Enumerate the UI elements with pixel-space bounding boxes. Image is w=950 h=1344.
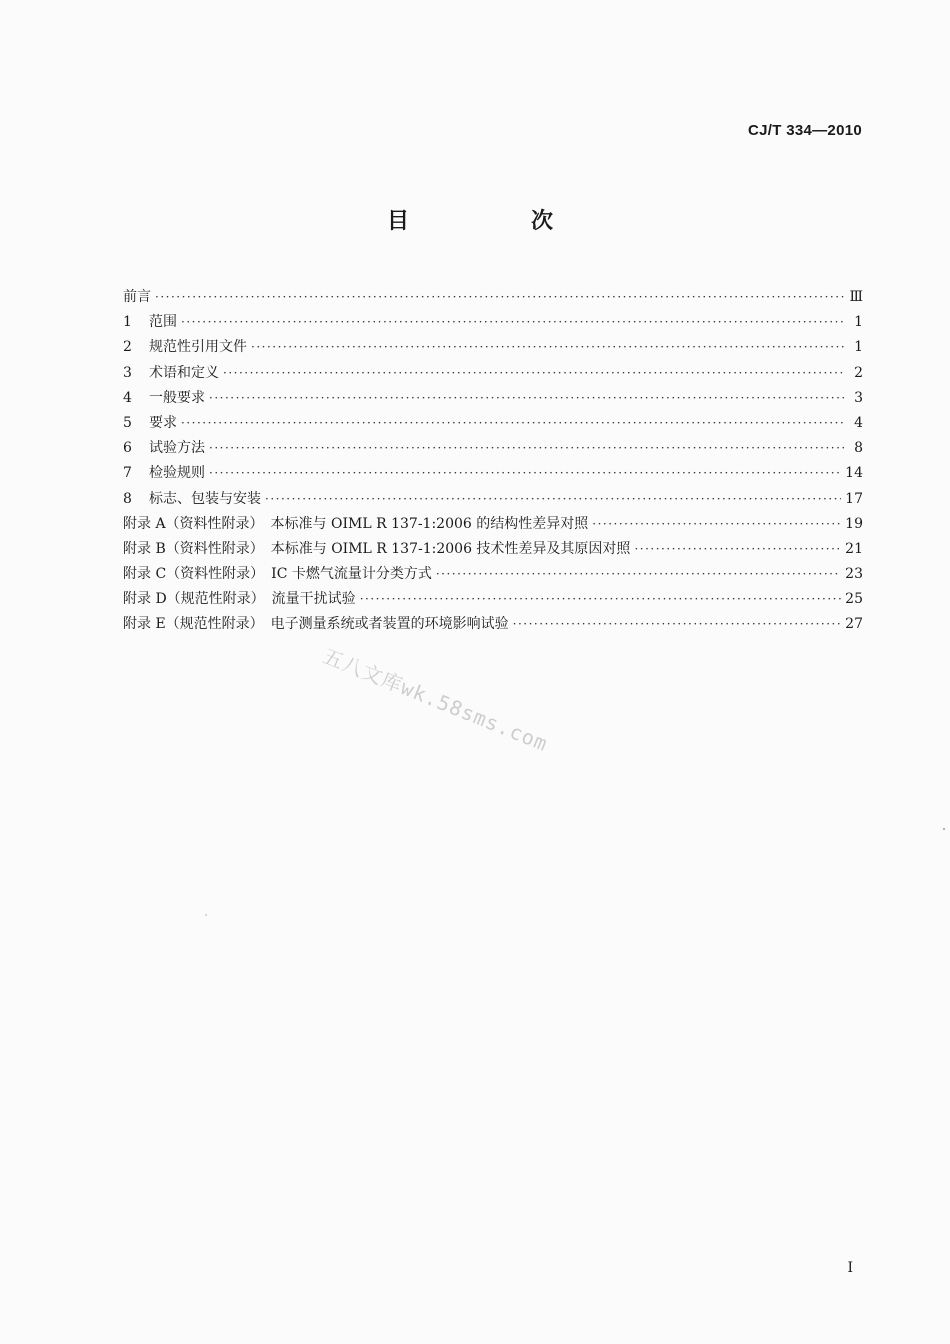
toc-entry[interactable] <box>123 335 863 360</box>
toc-dot-leader <box>251 335 845 360</box>
toc-entry-page: 1 <box>854 314 863 331</box>
toc-entry-title: 标志、包装与安装 <box>149 490 261 507</box>
toc-entry-number: 8 <box>123 490 132 507</box>
toc-entry-label <box>123 512 588 537</box>
toc-entry[interactable] <box>123 310 863 335</box>
toc-entry-title: 附录 E（规范性附录） 电子测量系统或者装置的环境影响试验 <box>123 616 509 633</box>
toc-dot-leader <box>209 461 841 486</box>
toc-entry-title: 附录 D（规范性附录） 流量干扰试验 <box>123 591 356 608</box>
toc-dot-leader <box>181 411 845 436</box>
scan-speck <box>205 914 207 916</box>
table-of-contents <box>123 285 863 638</box>
document-code: CJ/T 334—2010 <box>748 122 862 139</box>
toc-entry-title: 检验规则 <box>149 465 205 482</box>
toc-entry-title: 范围 <box>149 314 177 331</box>
toc-entry-page: Ⅲ <box>849 289 863 305</box>
toc-entry[interactable] <box>123 562 863 587</box>
toc-dot-leader <box>265 487 841 512</box>
toc-entry[interactable] <box>123 537 863 562</box>
toc-entry-page: 27 <box>845 616 863 633</box>
toc-entry[interactable] <box>123 285 863 310</box>
toc-entry-page: 21 <box>845 540 863 557</box>
page-title: 目 次 <box>386 209 603 234</box>
toc-entry[interactable] <box>123 386 863 411</box>
toc-entry-page: 3 <box>854 389 863 406</box>
toc-entry-title: 一般要求 <box>149 389 205 406</box>
toc-entry-page: 4 <box>854 414 863 431</box>
toc-entry-title: 术语和定义 <box>149 364 219 381</box>
toc-entry-title: 附录 B（资料性附录） 本标准与 OIML R 137-1:2006 技术性差异及其原因对照 <box>123 540 631 557</box>
toc-entry-label <box>123 285 151 310</box>
toc-entry-page: 25 <box>845 591 863 608</box>
toc-entry[interactable] <box>123 487 863 512</box>
toc-entry-label <box>123 335 247 360</box>
toc-entry-page: 8 <box>854 440 863 457</box>
toc-entry-number: 6 <box>123 440 132 457</box>
toc-entry-label <box>123 411 177 436</box>
toc-entry-number: 5 <box>123 414 132 431</box>
toc-entry-page: 23 <box>845 566 863 583</box>
toc-entry-number: 1 <box>123 314 132 331</box>
toc-entry-label <box>123 562 432 587</box>
toc-entry-title: 附录 A（资料性附录） 本标准与 OIML R 137-1:2006 的结构性差异对照 <box>123 515 589 532</box>
toc-entry-title: 附录 C（资料性附录） IC 卡燃气流量计分类方式 <box>123 566 432 583</box>
toc-entry-label <box>123 361 219 386</box>
toc-entry[interactable] <box>123 361 863 386</box>
toc-dot-leader <box>592 512 841 537</box>
toc-entry-number: 3 <box>123 364 132 381</box>
toc-entry[interactable] <box>123 512 863 537</box>
toc-entry[interactable] <box>123 612 863 637</box>
toc-dot-leader <box>360 587 841 612</box>
toc-entry-label <box>123 386 205 411</box>
toc-entry-number: 2 <box>123 339 132 356</box>
toc-entry-page: 17 <box>845 490 863 507</box>
toc-entry[interactable] <box>123 461 863 486</box>
toc-entry-number: 4 <box>123 389 132 406</box>
toc-entry-label <box>123 487 261 512</box>
toc-entry-label <box>123 436 205 461</box>
toc-entry-label <box>123 537 630 562</box>
toc-entry-title: 前言 <box>123 289 151 305</box>
toc-entry-label <box>123 587 356 612</box>
toc-dot-leader <box>181 310 845 335</box>
scan-speck <box>943 828 945 830</box>
toc-entry-label <box>123 310 177 335</box>
toc-entry-page: 14 <box>845 465 863 482</box>
toc-entry-number: 7 <box>123 465 132 482</box>
toc-entry-title: 要求 <box>149 414 177 431</box>
toc-dot-leader <box>634 537 841 562</box>
toc-dot-leader <box>436 562 841 587</box>
toc-entry-page: 19 <box>845 515 863 532</box>
toc-entry-page: 1 <box>854 339 863 356</box>
toc-entry-label <box>123 612 509 637</box>
toc-entry-label <box>123 461 205 486</box>
toc-dot-leader <box>513 612 842 637</box>
toc-dot-leader <box>209 386 845 411</box>
toc-entry[interactable] <box>123 436 863 461</box>
toc-entry-title: 规范性引用文件 <box>149 339 247 356</box>
page-number: I <box>847 1260 853 1276</box>
toc-entry[interactable] <box>123 587 863 612</box>
toc-entry-title: 试验方法 <box>149 440 205 457</box>
toc-dot-leader <box>155 285 845 310</box>
toc-dot-leader <box>209 436 845 461</box>
toc-dot-leader <box>223 361 845 386</box>
watermark: 五八文库wk.58sms.com <box>319 643 552 757</box>
toc-entry-page: 2 <box>854 364 863 381</box>
toc-entry[interactable] <box>123 411 863 436</box>
